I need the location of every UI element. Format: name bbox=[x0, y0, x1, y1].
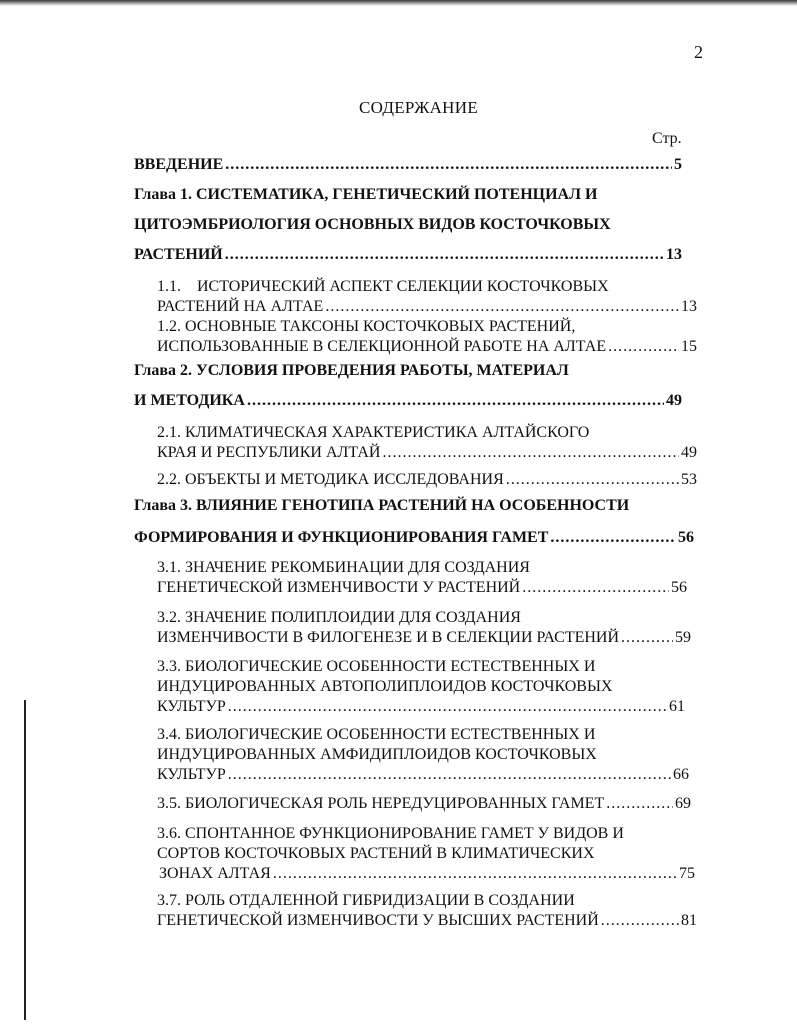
toc-page-number: 49 bbox=[666, 392, 682, 409]
toc-entry-section-3-5[interactable] bbox=[157, 794, 691, 814]
toc-entry-text: 1.2. ОСНОВНЫЕ ТАКСОНЫ КОСТОЧКОВЫХ РАСТЕНИЙ, bbox=[157, 318, 576, 335]
dot-leader bbox=[225, 156, 672, 174]
toc-page-number: 5 bbox=[674, 156, 682, 173]
toc-page-number: 75 bbox=[679, 865, 695, 882]
dot-leader bbox=[522, 578, 669, 598]
dot-leader bbox=[621, 628, 673, 648]
toc-entry-section-3-3[interactable] bbox=[157, 657, 685, 717]
dot-leader bbox=[225, 246, 664, 264]
toc-entry-text: 2.1. КЛИМАТИЧЕСКАЯ ХАРАКТЕРИСТИКА АЛТАЙСКОГО bbox=[157, 424, 590, 441]
page-column-label: Стр. bbox=[652, 130, 682, 147]
toc-entry-section-3-2[interactable] bbox=[157, 608, 691, 648]
toc-entry-text: КУЛЬТУР bbox=[157, 698, 226, 715]
toc-entry-text: ГЕНЕТИЧЕСКОЙ ИЗМЕНЧИВОСТИ У ВЫСШИХ РАСТЕНИЙ bbox=[157, 912, 599, 929]
toc-entry-chapter-3[interactable] bbox=[134, 497, 694, 559]
toc-entry-text: ВВЕДЕНИЕ bbox=[134, 156, 224, 173]
toc-entry-text: 3.5. БИОЛОГИЧЕСКАЯ РОЛЬ НЕРЕДУЦИРОВАННЫХ ГАМЕТ bbox=[157, 795, 605, 812]
toc-entry-text: КРАЯ И РЕСПУБЛИКИ АЛТАЙ bbox=[157, 444, 381, 461]
dot-leader bbox=[608, 337, 679, 357]
toc-entry-text: Глава 1. СИСТЕМАТИКА, ГЕНЕТИЧЕСКИЙ ПОТЕНЦИАЛ И bbox=[134, 186, 598, 203]
toc-entry-section-2-1[interactable] bbox=[157, 423, 697, 463]
toc-entry-text: КУЛЬТУР bbox=[157, 766, 226, 783]
toc-entry-text: 3.7. РОЛЬ ОТДАЛЕННОЙ ГИБРИДИЗАЦИИ В СОЗДАНИИ bbox=[157, 892, 575, 909]
toc-entry-section-2-2[interactable] bbox=[157, 470, 697, 490]
toc-page-number: 56 bbox=[678, 529, 694, 546]
toc-entry-text: 1.1. ИСТОРИЧЕСКИЙ АСПЕКТ СЕЛЕКЦИИ КОСТОЧКОВЫХ bbox=[157, 278, 609, 295]
toc-page-number: 61 bbox=[669, 698, 685, 715]
scan-shadow-top bbox=[0, 0, 797, 6]
dot-leader bbox=[382, 443, 679, 463]
dot-leader bbox=[228, 697, 667, 717]
toc-entry-text: 3.3. БИОЛОГИЧЕСКИЕ ОСОБЕННОСТИ ЕСТЕСТВЕННЫХ И bbox=[157, 658, 596, 675]
toc-entry-text: ФОРМИРОВАНИЯ И ФУНКЦИОНИРОВАНИЯ ГАМЕТ bbox=[134, 529, 549, 546]
dot-leader bbox=[228, 765, 671, 785]
dot-leader bbox=[550, 529, 676, 547]
toc-entry-text: РАСТЕНИЙ НА АЛТАЕ bbox=[157, 298, 324, 315]
toc-entry-text: ИНДУЦИРОВАННЫХ АВТОПОЛИПЛОИДОВ КОСТОЧКОВЫХ bbox=[157, 678, 613, 695]
dot-leader bbox=[506, 470, 679, 490]
toc-entry-section-1-2[interactable] bbox=[157, 317, 697, 357]
toc-page-number: 81 bbox=[681, 912, 697, 929]
toc-entry-text: 3.2. ЗНАЧЕНИЕ ПОЛИПЛОИДИИ ДЛЯ СОЗДАНИЯ bbox=[157, 609, 521, 626]
toc-entry-text: Глава 2. УСЛОВИЯ ПРОВЕДЕНИЯ РАБОТЫ, МАТЕРИАЛ bbox=[134, 362, 569, 379]
dot-leader bbox=[273, 864, 677, 884]
toc-entry-text: ИНДУЦИРОВАННЫХ АМФИДИПЛОИДОВ КОСТОЧКОВЫХ bbox=[157, 746, 597, 763]
toc-page-number: 53 bbox=[681, 471, 697, 488]
toc-page-number: 13 bbox=[666, 246, 682, 263]
toc-entry-text: Глава 3. ВЛИЯНИЕ ГЕНОТИПА РАСТЕНИЙ НА ОСОБЕННОСТИ bbox=[134, 497, 630, 514]
toc-entry-text: 2.2. ОБЪЕКТЫ И МЕТОДИКА ИССЛЕДОВАНИЯ bbox=[157, 471, 504, 488]
toc-title: СОДЕРЖАНИЕ bbox=[358, 98, 479, 117]
toc-entry-intro[interactable] bbox=[134, 156, 682, 186]
toc-entry-text: 3.6. СПОНТАННОЕ ФУНКЦИОНИРОВАНИЕ ГАМЕТ У ВИДОВ И bbox=[157, 825, 624, 842]
toc-entry-section-3-6[interactable] bbox=[157, 824, 695, 884]
scan-shadow-left bbox=[24, 700, 26, 1020]
toc-page-number: 69 bbox=[675, 795, 691, 812]
toc-page-number: 66 bbox=[673, 766, 689, 783]
toc-page-number: 56 bbox=[671, 579, 687, 596]
toc-page-number: 15 bbox=[681, 338, 697, 355]
toc-page-number: 59 bbox=[675, 629, 691, 646]
toc-entry-text: 3.1. ЗНАЧЕНИЕ РЕКОМБИНАЦИИ ДЛЯ СОЗДАНИЯ bbox=[157, 559, 530, 576]
toc-entry-chapter-2[interactable] bbox=[134, 362, 682, 422]
toc-page-number: 13 bbox=[681, 298, 697, 315]
toc-entry-text: ИЗМЕНЧИВОСТИ В ФИЛОГЕНЕЗЕ И В СЕЛЕКЦИИ РАСТЕНИЙ bbox=[157, 629, 620, 646]
dot-leader bbox=[601, 911, 679, 931]
toc-entry-chapter-1[interactable] bbox=[134, 186, 682, 276]
toc-entry-section-1-1[interactable] bbox=[157, 277, 697, 317]
toc-page-number: 49 bbox=[681, 444, 697, 461]
toc-entry-section-3-4[interactable] bbox=[157, 725, 689, 785]
dot-leader bbox=[325, 297, 679, 317]
dot-leader bbox=[606, 794, 673, 814]
toc-entry-section-3-1[interactable] bbox=[157, 558, 687, 598]
toc-entry-text: СОРТОВ КОСТОЧКОВЫХ РАСТЕНИЙ В КЛИМАТИЧЕСКИХ bbox=[157, 845, 595, 862]
dot-leader bbox=[247, 392, 664, 410]
toc-entry-text: И МЕТОДИКА bbox=[134, 392, 245, 409]
toc-entry-text: 3.4. БИОЛОГИЧЕСКИЕ ОСОБЕННОСТИ ЕСТЕСТВЕННЫХ И bbox=[157, 726, 596, 743]
toc-entry-section-3-7[interactable] bbox=[157, 891, 697, 931]
toc-entry-text: РАСТЕНИЙ bbox=[134, 246, 223, 263]
toc-entry-text: ЗОНАХ АЛТАЯ bbox=[159, 865, 271, 882]
toc-entry-text: ГЕНЕТИЧЕСКОЙ ИЗМЕНЧИВОСТИ У РАСТЕНИЙ bbox=[157, 579, 521, 596]
page-number: 2 bbox=[694, 42, 703, 62]
toc-entry-text: ЦИТОЭМБРИОЛОГИЯ ОСНОВНЫХ ВИДОВ КОСТОЧКОВЫХ bbox=[134, 216, 611, 233]
toc-entry-text: ИСПОЛЬЗОВАННЫЕ В СЕЛЕКЦИОННОЙ РАБОТЕ НА АЛТАЕ bbox=[157, 338, 607, 355]
